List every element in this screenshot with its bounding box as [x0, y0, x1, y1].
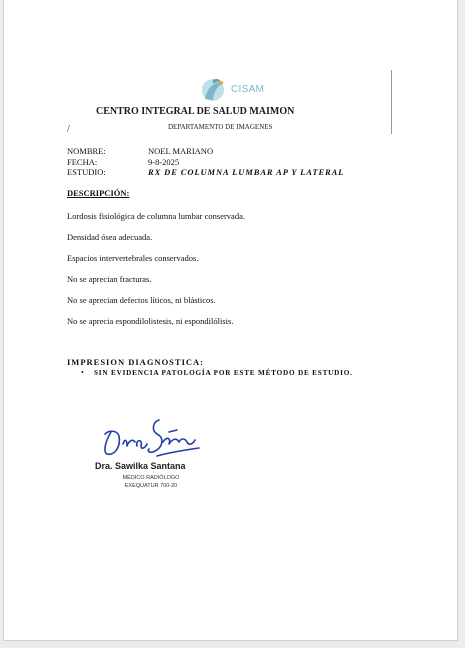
- date-label: FECHA:: [67, 157, 98, 167]
- date-value: 9-8-2025: [148, 157, 180, 167]
- study-value: RX DE COLUMNA LUMBAR AP Y LATERAL: [148, 167, 345, 177]
- study-row: [67, 167, 345, 177]
- date-row: [67, 157, 180, 167]
- study-label: ESTUDIO:: [67, 167, 106, 177]
- signer-title: MÉDICO RADIÓLOGO: [122, 475, 180, 481]
- logo-text: CISAM: [231, 84, 265, 95]
- impression-title: IMPRESION DIAGNOSTICA:: [67, 357, 204, 367]
- document-page: [3, 0, 458, 641]
- cursor-mark: /: [67, 124, 70, 135]
- bullet-icon: •: [81, 368, 84, 377]
- finding-item: No se aprecian fracturas.: [67, 274, 152, 284]
- signer-exequatur: EXEQUATUR 700-20: [124, 483, 178, 489]
- cisam-logo: [197, 74, 267, 108]
- cisam-logo-icon: [197, 74, 231, 106]
- impression-item: SIN EVIDENCIA PATOLOGÍA POR ESTE MÉTODO DE ESTUDIO.: [94, 369, 353, 377]
- department-name: DEPARTAMENTO DE IMAGENES: [168, 123, 273, 131]
- header-divider: [391, 70, 392, 134]
- finding-item: Espacios intervertebrales conservados.: [67, 253, 199, 263]
- clinic-name: CENTRO INTEGRAL DE SALUD MAIMON: [96, 106, 295, 117]
- name-value: NOEL MARIANO: [148, 146, 214, 156]
- finding-item: Lordosis fisiológica de columna lumbar conservada.: [67, 211, 245, 221]
- handwritten-signature: [97, 412, 207, 464]
- signer-name: Dra. Sawilka Santana: [95, 461, 186, 471]
- finding-item: No se aprecia espondilolistesis, ni espondilólisis.: [67, 316, 234, 326]
- finding-item: Densidad ósea adecuada.: [67, 232, 153, 242]
- patient-name-row: [67, 146, 214, 156]
- name-label: NOMBRE:: [67, 146, 106, 156]
- description-title: DESCRIPCIÓN:: [67, 188, 130, 198]
- finding-item: No se aprecian defectos líticos, ni blásticos.: [67, 295, 216, 305]
